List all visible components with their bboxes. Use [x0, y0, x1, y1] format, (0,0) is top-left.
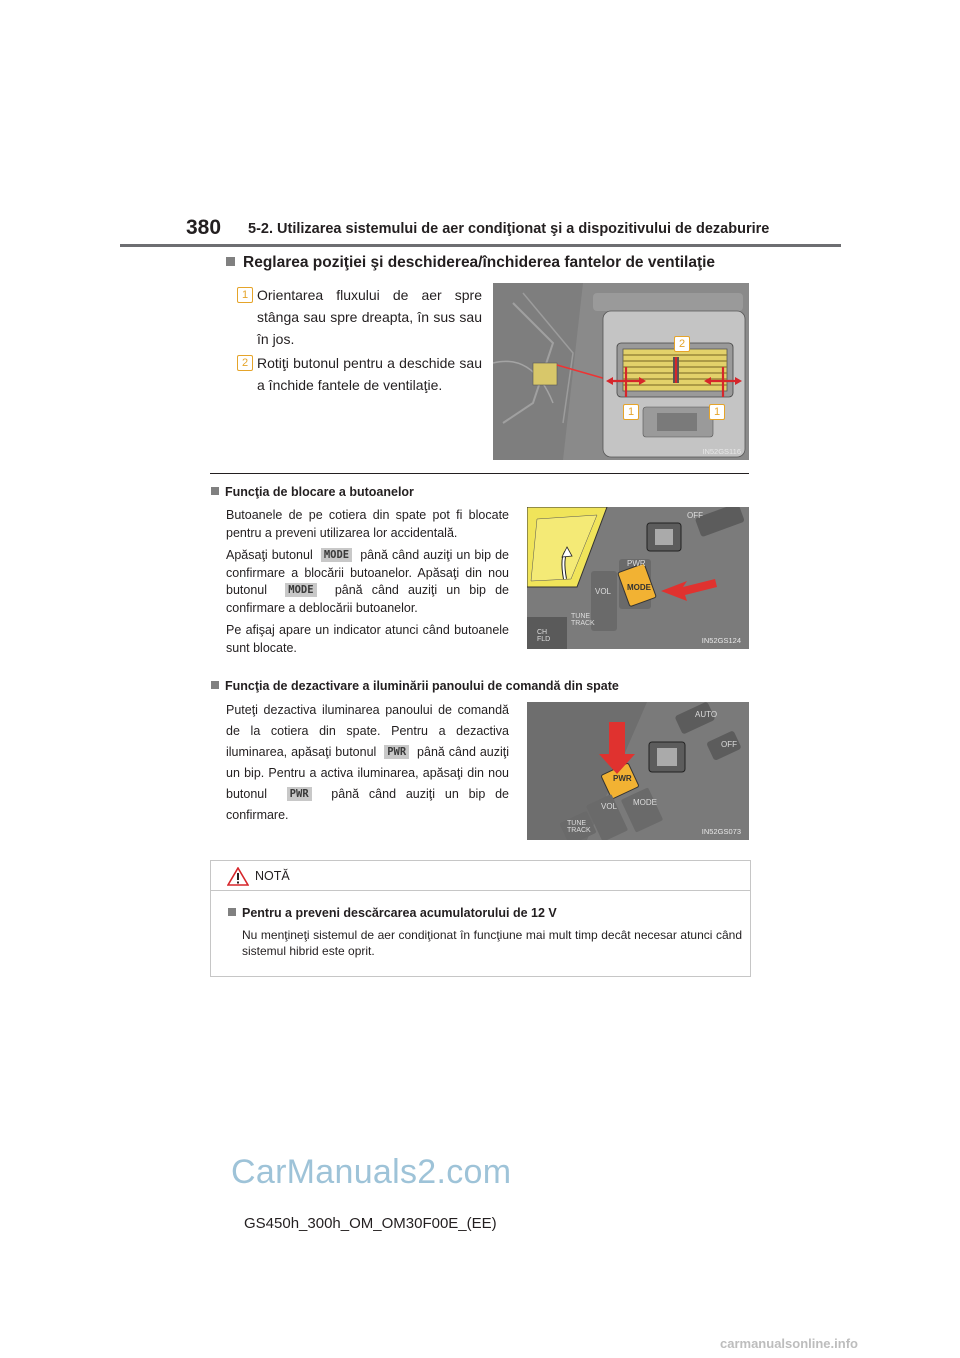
lock-paragraph-3: Pe afişaj apare un indicator atunci când butoanele sunt blocate. [226, 623, 509, 655]
lock-title [211, 485, 414, 499]
chapter-title: 5-2. Utilizarea sistemului de aer condiţionat şi a dispozitivului de dezaburire [248, 221, 770, 237]
mode-label: MODE [627, 583, 651, 592]
figure-code: IN52GS073 [701, 827, 741, 836]
note-text: Nu menţineţi sistemul de aer condiţionat în funcţiune mai mult timp decât necesar atunci când sistemul hibrid este oprit. [242, 928, 742, 958]
callout-number: 1 [709, 404, 725, 420]
off-label: OFF [721, 740, 737, 749]
figure-code: IN52GS124 [701, 636, 741, 645]
lock-paragraphs [226, 507, 509, 662]
vol-label: VOL [595, 587, 612, 596]
square-bullet-icon [228, 908, 236, 916]
off-label: OFF [687, 511, 703, 520]
warning-triangle-icon [227, 867, 249, 886]
auto-label: AUTO [695, 710, 718, 719]
ch-label: CH FLD [537, 629, 551, 643]
square-bullet-icon [211, 681, 219, 689]
lock-paragraph-2: Apăsaţi butonul MODE până când auziţi un bip de confirmare a blocării butoanelor. Apăsaţi din nou butonul MODE până când auziţi un bip de confirmare a deblocării butoanelor. [226, 548, 509, 615]
pwr-label: PWR [613, 774, 632, 783]
step-text: Orientarea fluxului de aer spre stânga sau spre dreapta, în sus sau în jos. [257, 287, 482, 347]
pwr-key-icon: PWR [384, 745, 409, 759]
pwr-title-text: Funcţia de dezactivare a iluminării panoului de comandă din spate [225, 679, 619, 693]
step-number: 2 [237, 355, 253, 371]
step-number: 1 [237, 287, 253, 303]
note-header [211, 861, 750, 891]
pwr-title [211, 679, 619, 693]
pwr-label: PWR [627, 559, 646, 568]
tune-label: TUNE TRACK [571, 613, 595, 627]
pwr-figure [527, 702, 749, 840]
mode-key-icon: MODE [285, 583, 316, 597]
square-bullet-icon [226, 257, 235, 266]
section-divider [210, 473, 749, 474]
pwr-illustration [527, 702, 749, 840]
callout-number: 1 [623, 404, 639, 420]
note-sub-title: Pentru a preveni descărcarea acumulatorului de 12 V [228, 906, 557, 920]
note-label: NOTĂ [255, 869, 290, 883]
vol-label: VOL [601, 802, 618, 811]
tune-label: TUNE TRACK [567, 820, 591, 834]
square-bullet-icon [211, 487, 219, 495]
mode-key-icon: MODE [321, 548, 352, 562]
header-rule [120, 244, 841, 247]
lock-title-text: Funcţia de blocare a butoanelor [225, 485, 414, 499]
footer-model: GS450h_300h_OM_OM30F00E_(EE) [244, 1215, 497, 1232]
lock-paragraph-1: Butoanele de pe cotiera din spate pot fi blocate pentru a preveni utilizarea lor accidentală. [226, 508, 509, 540]
watermark-text: CarManuals2.com [231, 1153, 512, 1191]
vent-illustration [493, 283, 749, 460]
lock-figure [527, 507, 749, 649]
page-number: 380 [186, 216, 222, 239]
section-title-text: Reglarea poziţiei şi deschiderea/închiderea fantelor de ventilaţie [243, 254, 716, 271]
figure-code: IN52GS116 [702, 447, 741, 456]
pwr-key-icon: PWR [287, 787, 312, 801]
note-box [210, 860, 751, 977]
mode-label: MODE [633, 798, 657, 807]
vent-figure [493, 283, 749, 460]
step-text: Rotiţi butonul pentru a deschide sau a închide fantele de ventilaţie. [257, 355, 482, 393]
callout-number: 2 [674, 336, 690, 352]
pwr-paragraph: Puteţi dezactiva iluminarea panoului de comandă de la cotiera din spate. Pentru a dezactiva iluminarea, apăsaţi butonul PWR până când auziţi un bip. Pentru a activa iluminarea, apăsaţi din nou butonul PWR până când auziţi un bip de confirmare. [226, 703, 510, 822]
lock-illustration [527, 507, 749, 649]
corner-watermark: carmanualsonline.info [720, 1336, 858, 1351]
section-title [226, 254, 715, 272]
